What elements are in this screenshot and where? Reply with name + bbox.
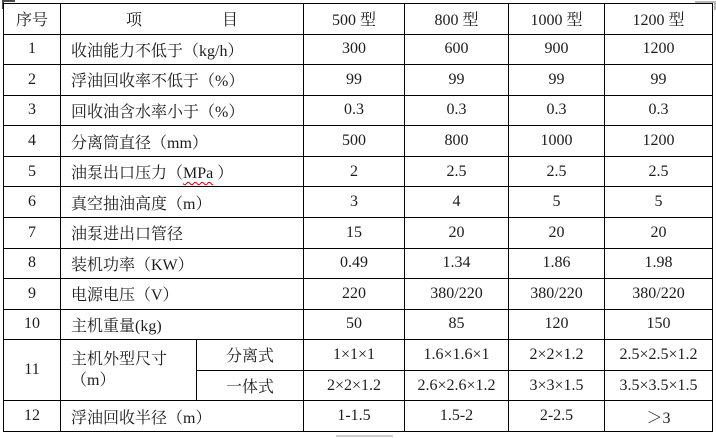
- value-1000: 99: [509, 65, 605, 96]
- header-model-1200: 1200 型: [605, 4, 713, 35]
- value-800: 1.5-2: [405, 401, 509, 432]
- spec-table: [3, 3, 713, 432]
- value-1200: 1200: [605, 34, 713, 65]
- value-1000: 120: [509, 309, 605, 340]
- row-label: 真空抽油高度（m）: [61, 187, 304, 218]
- value-1000: 1.86: [509, 248, 605, 279]
- value-500: 2×2×1.2: [304, 370, 405, 401]
- table-row-12: [4, 401, 713, 432]
- value-500: 3: [304, 187, 405, 218]
- row-label: 收油能力不低于（kg/h）: [61, 34, 304, 65]
- value-1000: 5: [509, 187, 605, 218]
- row-number: 6: [4, 187, 61, 218]
- value-1200: 2.5×2.5×1.2: [605, 340, 713, 371]
- value-800: 380/220: [405, 279, 509, 310]
- row-label: 油泵进出口管径: [61, 217, 304, 248]
- value-500: 0.49: [304, 248, 405, 279]
- value-1000: 0.3: [509, 95, 605, 126]
- value-500: 0.3: [304, 95, 405, 126]
- row-label: 浮油回收率不低于（%）: [61, 65, 304, 96]
- value-1000: 20: [509, 217, 605, 248]
- value-800: 1.6×1.6×1: [405, 340, 509, 371]
- value-1000: 380/220: [509, 279, 605, 310]
- table-row-10: [4, 309, 713, 340]
- row-number: 1: [4, 34, 61, 65]
- row-label: 主机重量(kg): [61, 309, 304, 340]
- subtype-label: 一体式: [197, 370, 304, 401]
- value-800: 600: [405, 34, 509, 65]
- value-1000: 2×2×1.2: [509, 340, 605, 371]
- cutoff-text-artifact: [336, 435, 393, 437]
- header-row: [4, 4, 713, 35]
- value-1200: 380/220: [605, 279, 713, 310]
- value-800: 20: [405, 217, 509, 248]
- value-500: 1-1.5: [304, 401, 405, 432]
- value-1200: 1.98: [605, 248, 713, 279]
- header-model-500: 500 型: [304, 4, 405, 35]
- table-row-5: [4, 156, 713, 187]
- value-1200: 1200: [605, 126, 713, 157]
- value-1000: 3×3×1.5: [509, 370, 605, 401]
- table-row-1: [4, 34, 713, 65]
- value-1200: 99: [605, 65, 713, 96]
- header-index: 序号: [4, 4, 61, 35]
- value-1200: ＞3: [605, 401, 713, 432]
- value-1200: 2.5: [605, 156, 713, 187]
- value-800: 1.34: [405, 248, 509, 279]
- value-500: 99: [304, 65, 405, 96]
- row-number: 4: [4, 126, 61, 157]
- value-1200: 0.3: [605, 95, 713, 126]
- row-label-prefix: 油泵出口压力（: [71, 165, 184, 183]
- row-number: 11: [4, 340, 61, 401]
- table-row-7: [4, 217, 713, 248]
- value-500: 2: [304, 156, 405, 187]
- table-row-6: [4, 187, 713, 218]
- value-1200: 5: [605, 187, 713, 218]
- row-number: 7: [4, 217, 61, 248]
- value-800: 99: [405, 65, 509, 96]
- row-number: 10: [4, 309, 61, 340]
- row-label: 浮油回收半径（m）: [61, 401, 304, 432]
- table-row-9: [4, 279, 713, 310]
- header-model-1000: 1000 型: [509, 4, 605, 35]
- value-800: 4: [405, 187, 509, 218]
- row-label: 分离筒直径（mm）: [61, 126, 304, 157]
- value-800: 800: [405, 126, 509, 157]
- value-500: 500: [304, 126, 405, 157]
- value-1000: 1000: [509, 126, 605, 157]
- value-1200: 20: [605, 217, 713, 248]
- value-800: 2.6×2.6×1.2: [405, 370, 509, 401]
- value-1000: 900: [509, 34, 605, 65]
- value-800: 0.3: [405, 95, 509, 126]
- value-500: 50: [304, 309, 405, 340]
- row-number: 9: [4, 279, 61, 310]
- value-1200: 150: [605, 309, 713, 340]
- subtype-label: 分离式: [197, 340, 304, 371]
- value-800: 85: [405, 309, 509, 340]
- row-label: 回收油含水率小于（%）: [61, 95, 304, 126]
- row-number: 5: [4, 156, 61, 187]
- table-row-11a: [4, 340, 713, 371]
- row-number: 3: [4, 95, 61, 126]
- row-label: 装机功率（KW）: [61, 248, 304, 279]
- value-500: 15: [304, 217, 405, 248]
- value-500: 220: [304, 279, 405, 310]
- table-row-2: [4, 65, 713, 96]
- value-500: 300: [304, 34, 405, 65]
- row-label: 电源电压（V）: [61, 279, 304, 310]
- spellcheck-flagged-word: MPa: [183, 165, 214, 183]
- row-number: 2: [4, 65, 61, 96]
- value-1000: 2-2.5: [509, 401, 605, 432]
- value-1000: 2.5: [509, 156, 605, 187]
- row-number: 8: [4, 248, 61, 279]
- value-1200: 3.5×3.5×1.5: [605, 370, 713, 401]
- value-800: 2.5: [405, 156, 509, 187]
- row-label: [61, 156, 304, 187]
- table-row-3: [4, 95, 713, 126]
- row-label: 主机外型尺寸（m）: [61, 340, 197, 401]
- value-500: 1×1×1: [304, 340, 405, 371]
- row-label-suffix: ）: [213, 165, 234, 183]
- row-number: 12: [4, 401, 61, 432]
- table-row-8: [4, 248, 713, 279]
- table-row-4: [4, 126, 713, 157]
- header-model-800: 800 型: [405, 4, 509, 35]
- header-item: 项 目: [61, 4, 304, 35]
